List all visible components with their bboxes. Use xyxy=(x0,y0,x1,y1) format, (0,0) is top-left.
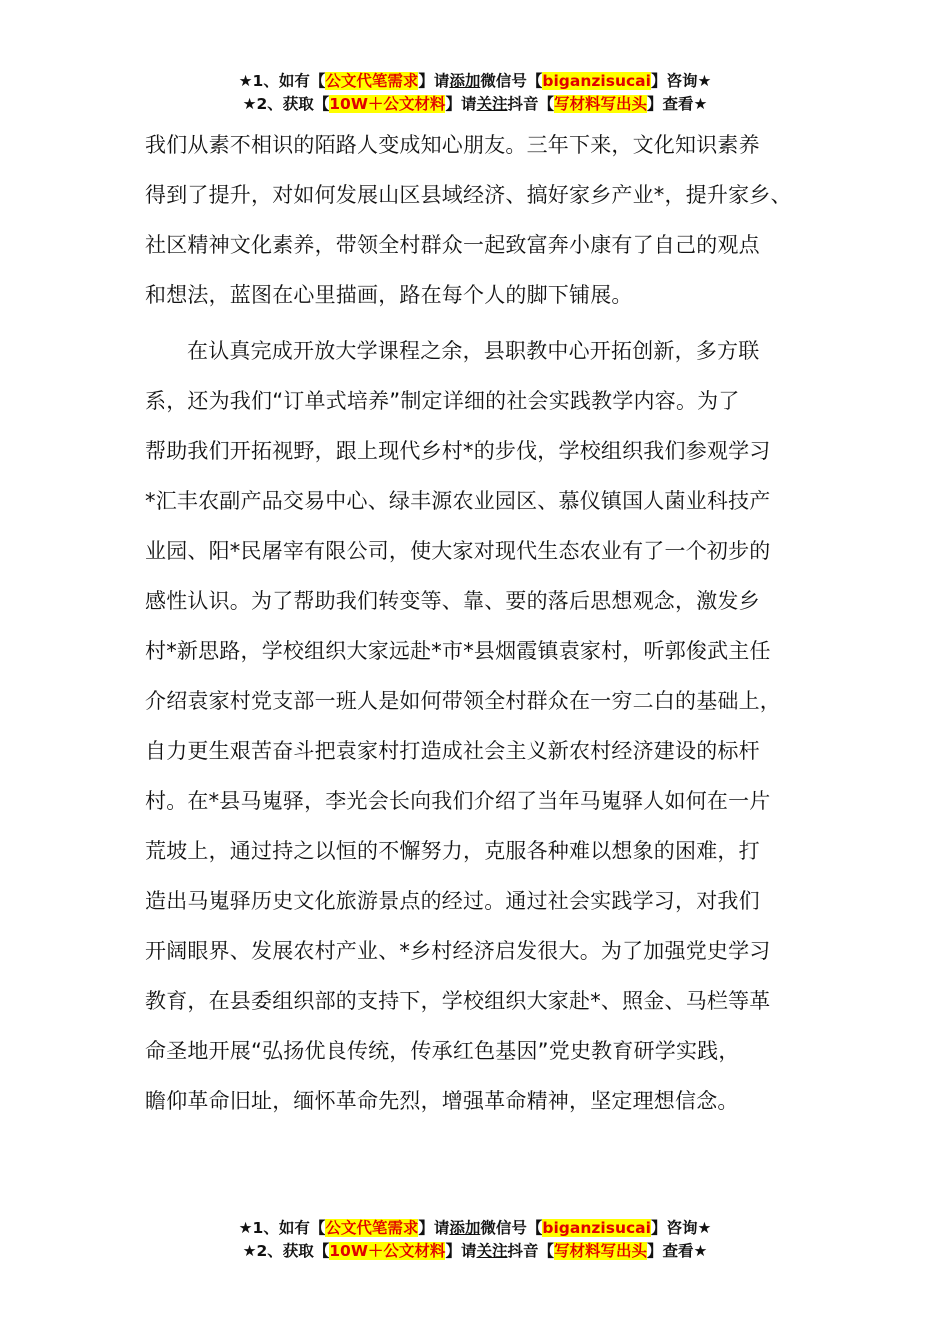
text-line: 自力更生艰苦奋斗把袁家村打造成社会主义新农村经济建设的标杆 xyxy=(145,739,760,763)
text-line: 系，还为我们“订单式培养”制定详细的社会实践教学内容。为了 xyxy=(145,389,740,413)
promo-underlined: 关注 xyxy=(476,95,508,113)
text-line: *汇丰农副产品交易中心、绿丰源农业园区、慕仪镇国人菌业科技产 xyxy=(145,489,771,513)
promo-text: 】请 xyxy=(418,72,450,90)
promo-highlight: 10W＋公文材料 xyxy=(329,95,446,113)
promo-underlined: 添加 xyxy=(449,72,481,90)
promo-text: 微信号【 xyxy=(480,1219,543,1237)
promo-text: 微信号【 xyxy=(480,72,543,90)
text-line: 命圣地开展“弘扬优良传统，传承红色基因”党史教育研学实践， xyxy=(145,1039,740,1063)
promo-text: 】查看★ xyxy=(647,95,708,113)
text-line: 社区精神文化素养，带领全村群众一起致富奔小康有了自己的观点 xyxy=(145,233,760,257)
header-promo-banner xyxy=(0,70,950,116)
promo-highlight: 公文代笔需求 xyxy=(325,72,419,90)
promo-line-2 xyxy=(0,1240,950,1263)
promo-douyin-id: 写材料写出头 xyxy=(553,1242,647,1260)
text-line: 开阔眼界、发展农村产业、*乡村经济启发很大。为了加强党史学习 xyxy=(145,939,771,963)
promo-underlined: 关注 xyxy=(476,1242,508,1260)
promo-text: 】请 xyxy=(445,1242,477,1260)
promo-line-2 xyxy=(0,93,950,116)
text-line: 业园、阳*民屠宰有限公司，使大家对现代生态农业有了一个初步的 xyxy=(145,539,771,563)
text-line: 在认真完成开放大学课程之余，县职教中心开拓创新，多方联 xyxy=(187,339,760,363)
promo-text: ★1、如有【 xyxy=(238,72,326,90)
promo-text: 】咨询★ xyxy=(650,72,712,90)
promo-text: 】请 xyxy=(418,1219,450,1237)
footer-promo-banner xyxy=(0,1217,950,1263)
promo-douyin-id: 写材料写出头 xyxy=(553,95,647,113)
promo-underlined: 添加 xyxy=(449,1219,481,1237)
promo-text: ★1、如有【 xyxy=(238,1219,326,1237)
text-line: 造出马嵬驿历史文化旅游景点的经过。通过社会实践学习，对我们 xyxy=(145,889,760,913)
promo-wechat-id: biganzisucai xyxy=(542,72,651,90)
promo-text: ★2、获取【 xyxy=(242,1242,330,1260)
text-line: 和想法，蓝图在心里描画，路在每个人的脚下铺展。 xyxy=(145,283,633,307)
promo-text: ★2、获取【 xyxy=(242,95,330,113)
text-line: 感性认识。为了帮助我们转变等、靠、要的落后思想观念，激发乡 xyxy=(145,589,760,613)
text-line: 瞻仰革命旧址，缅怀革命先烈，增强革命精神，坚定理想信念。 xyxy=(145,1089,739,1113)
promo-highlight: 10W＋公文材料 xyxy=(329,1242,446,1260)
promo-text: 】查看★ xyxy=(647,1242,708,1260)
promo-text: 】咨询★ xyxy=(650,1219,712,1237)
text-line: 村*新思路，学校组织大家远赴*市*县烟霞镇袁家村，听郭俊武主任 xyxy=(145,639,771,663)
text-line: 教育，在县委组织部的支持下，学校组织大家赴*、照金、马栏等革 xyxy=(145,989,771,1013)
promo-text: 】请 xyxy=(445,95,477,113)
promo-line-1 xyxy=(0,70,950,93)
text-line: 帮助我们开拓视野，跟上现代乡村*的步伐，学校组织我们参观学习 xyxy=(145,439,771,463)
promo-text: 抖音【 xyxy=(507,1242,554,1260)
paragraph-1 xyxy=(145,120,835,320)
text-line: 得到了提升，对如何发展山区县域经济、搞好家乡产业*，提升家乡、 xyxy=(145,183,792,207)
promo-text: 抖音【 xyxy=(507,95,554,113)
promo-highlight: 公文代笔需求 xyxy=(325,1219,419,1237)
promo-line-1 xyxy=(0,1217,950,1240)
paragraph-2 xyxy=(145,326,835,1126)
document-body xyxy=(145,120,835,1126)
text-line: 荒坡上，通过持之以恒的不懈努力，克服各种难以想象的困难，打 xyxy=(145,839,760,863)
text-line: 我们从素不相识的陌路人变成知心朋友。三年下来，文化知识素养 xyxy=(145,133,760,157)
promo-wechat-id: biganzisucai xyxy=(542,1219,651,1237)
text-line: 介绍袁家村党支部一班人是如何带领全村群众在一穷二白的基础上， xyxy=(145,689,781,713)
text-line: 村。在*县马嵬驿，李光会长向我们介绍了当年马嵬驿人如何在一片 xyxy=(145,789,771,813)
